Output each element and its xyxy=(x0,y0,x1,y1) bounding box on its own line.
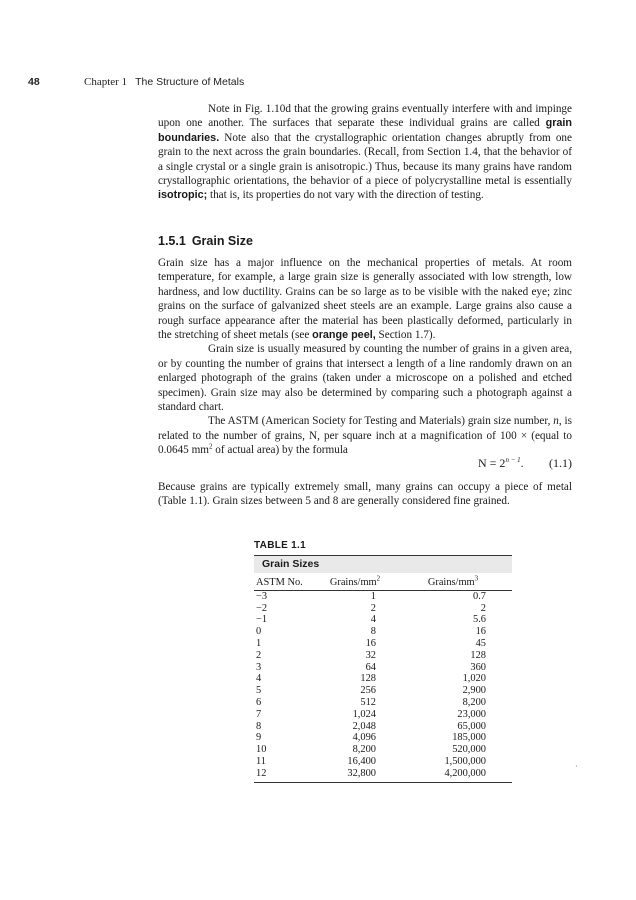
table-row xyxy=(254,626,512,638)
table-body xyxy=(254,573,512,780)
paragraph-grain-size: Grain size has a major influence on the mechanical properties of metals. At room temperature, for example, a large grain size is generally associated with low strength, low hardness, and low ductility. Grains can be so large as to be visible with the naked eye; zinc grains on the surface of galvanized sheet steels are an example. Large grains also cause a rough surface appearance after the material has been plastically deformed, particularly in the stretching of sheet metals (see orange peel, Section 1.7). Grain size is usually measured by counting the number of grains in a given area, or by counting the number of grains that intersect a length of a line randomly drawn on an enlarged photograph of the grains (taken under a microscope on a polished and etched specimen). Grain size may also be determined by comparing such a photograph against a standard chart. The ASTM (American Society for Testing and Materials) grain size number, n, is related to the number of grains, N, per square inch at a magnification of 100 × (equal to 0.0645 $mm^2$ of actual area) by the formula xyxy=(158,257,572,457)
cell-astm-no: −3 xyxy=(256,590,268,602)
cell-astm-no: 6 xyxy=(256,696,262,708)
cell-grains-mm2: 64 xyxy=(365,661,376,673)
cell-grains-mm3: 2 xyxy=(480,602,486,614)
table-row xyxy=(254,721,512,733)
header-astm-no: ASTM No. xyxy=(254,573,316,590)
paragraph-grain-boundaries: Note in Fig. 1.10d that the growing grains eventually interfere with and impinge upon one another. The surfaces that separate these individual grains are called grain boundaries. Note also that the crystallographic orientation changes abruptly from one grain to the next across the grain boundaries. (Recall, from Section 1.4, that the behavior of a single crystal or a single grain is anisotropic.) Thus, because its many grains have random crystallographic orientations, the behavior of a piece of polycrystalline metal is essentially isotropic; that is, its properties do not vary with the direction of testing. xyxy=(158,103,572,202)
keyword-isotropic: isotropic; xyxy=(158,189,208,202)
cell-astm-no: 1 xyxy=(256,637,262,649)
table-row xyxy=(254,697,512,709)
cell-grains-mm2: 2 xyxy=(370,602,376,614)
cell-astm-no: 2 xyxy=(256,649,262,661)
cell-grains-mm3: 1,500,000 xyxy=(444,755,486,767)
cell-grains-mm3: 8,200 xyxy=(462,696,486,708)
cell-astm-no: 9 xyxy=(256,732,262,744)
header-grains-mm2: Grains/$mm^2$ xyxy=(316,573,394,590)
table-row xyxy=(254,732,512,744)
table-row xyxy=(254,614,512,626)
cell-grains-mm3: 360 xyxy=(470,661,486,673)
cell-grains-mm3: 5.6 xyxy=(473,614,486,626)
section-heading xyxy=(158,234,253,248)
cell-grains-mm3: 4,200,000 xyxy=(444,767,486,779)
cell-astm-no: 10 xyxy=(256,744,267,756)
cell-astm-no: 7 xyxy=(256,708,262,720)
cell-grains-mm2: 32 xyxy=(365,649,376,661)
chapter-title: The Structure of Metals xyxy=(135,76,245,88)
cell-grains-mm2: 8 xyxy=(370,626,376,638)
page-number: 48 xyxy=(28,76,40,88)
cell-grains-mm3: 520,000 xyxy=(452,744,486,756)
chapter-label: Chapter 1 xyxy=(84,76,128,88)
table-row xyxy=(254,603,512,615)
keyword-orange-peel: orange peel, xyxy=(312,329,376,342)
table-row xyxy=(254,590,512,602)
table-row xyxy=(254,650,512,662)
cell-grains-mm2: 1,024 xyxy=(352,708,376,720)
section-number: 1.5.1 xyxy=(158,234,186,248)
cell-grains-mm2: 16 xyxy=(365,637,376,649)
cell-astm-no: 11 xyxy=(256,755,267,767)
cell-grains-mm2: 16,400 xyxy=(347,755,376,767)
page-header xyxy=(28,76,244,88)
cell-grains-mm2: 32,800 xyxy=(347,767,376,779)
table-title: Grain Sizes xyxy=(262,558,320,570)
cell-astm-no: 8 xyxy=(256,720,262,732)
header-grains-mm3: Grains/$mm^3$ xyxy=(394,573,512,590)
table-row xyxy=(254,685,512,697)
cell-grains-mm2: 4 xyxy=(370,614,376,626)
cell-grains-mm3: 128 xyxy=(470,649,486,661)
cell-grains-mm3: 2,900 xyxy=(462,685,486,697)
cell-grains-mm2: 128 xyxy=(360,673,376,685)
cell-astm-no: −1 xyxy=(256,614,268,626)
cell-grains-mm3: 45 xyxy=(475,637,486,649)
table-row xyxy=(254,673,512,685)
cell-grains-mm2: 2,048 xyxy=(352,720,376,732)
cell-astm-no: 3 xyxy=(256,661,262,673)
cell-grains-mm2: 256 xyxy=(360,685,376,697)
cell-grains-mm2: 512 xyxy=(360,696,376,708)
cell-grains-mm2: 1 xyxy=(370,590,376,602)
table-row xyxy=(254,756,512,768)
table-bottom-rule xyxy=(254,782,512,783)
cell-astm-no: 5 xyxy=(256,685,262,697)
table-row xyxy=(254,662,512,674)
cell-grains-mm3: 0.7 xyxy=(473,590,486,602)
equation-expression: $N = 2^{n - 1}$. xyxy=(478,456,524,470)
page-mark: · xyxy=(575,762,578,771)
cell-grains-mm3: 185,000 xyxy=(452,732,486,744)
paragraph-astm: The ASTM (American Society for Testing and Materials) grain size number, n, is related to the number of grains, N, per square inch at a magnification of 100 × (equal to 0.0645 $mm^2$ of actual area) by the formula xyxy=(158,415,572,457)
cell-astm-no: 12 xyxy=(256,767,267,779)
table-row xyxy=(254,768,512,780)
cell-astm-no: 4 xyxy=(256,673,262,685)
table-row xyxy=(254,638,512,650)
table-row xyxy=(254,744,512,756)
cell-astm-no: −2 xyxy=(256,602,268,614)
paragraph-measurement: Grain size is usually measured by counting the number of grains in a given area, or by counting the number of grains that intersect a length of a line randomly drawn on an enlarged photograph of the grains (taken under a microscope on a polished and etched specimen). Grain size may also be determined by comparing such a photograph against a standard chart. xyxy=(158,343,572,414)
cell-grains-mm2: 4,096 xyxy=(352,732,376,744)
keyword-grain-boundaries: grain boundaries. xyxy=(158,117,572,144)
table-label: TABLE 1.1 xyxy=(254,540,306,551)
table-row xyxy=(254,709,512,721)
cell-grains-mm2: 8,200 xyxy=(352,744,376,756)
cell-astm-no: 0 xyxy=(256,626,262,638)
cell-grains-mm3: 65,000 xyxy=(457,720,486,732)
cell-grains-mm3: 23,000 xyxy=(457,708,486,720)
paragraph-fine-grained: Because grains are typically extremely small, many grains can occupy a piece of metal (Table 1.1). Grain sizes between 5 and 8 are generally considered fine grained. xyxy=(158,481,572,508)
cell-grains-mm3: 16 xyxy=(475,626,486,638)
table-title-bar xyxy=(254,555,512,573)
equation-number: (1.1) xyxy=(549,456,572,470)
cell-grains-mm3: 1,020 xyxy=(462,673,486,685)
section-title: Grain Size xyxy=(191,234,253,248)
grain-sizes-table xyxy=(254,540,512,783)
